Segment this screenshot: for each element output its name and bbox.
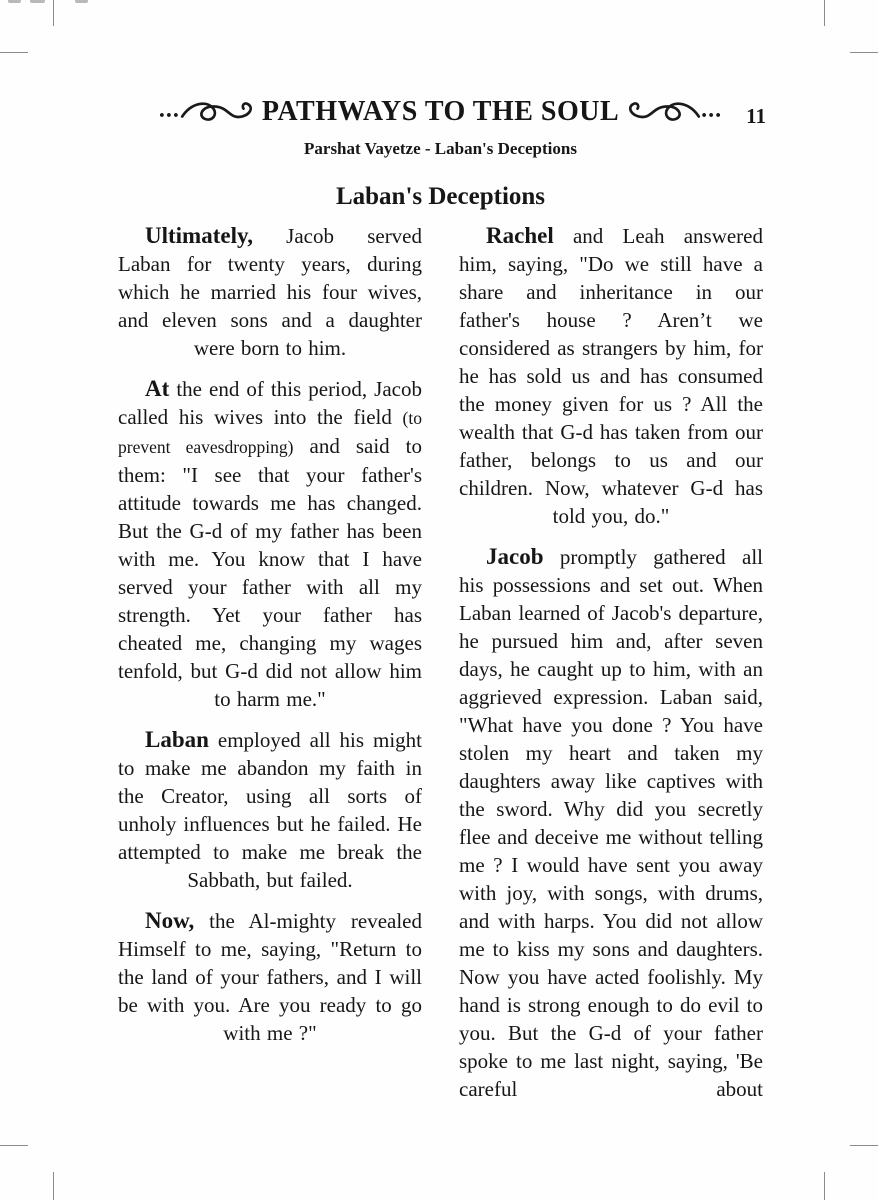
scan-smudge — [8, 0, 21, 3]
chapter-subtitle: Parshat Vayetze - Laban's Deceptions — [304, 139, 577, 158]
paragraph-lead-word: Jacob — [486, 544, 544, 569]
paragraph-text: promptly gathered all his possessions and set out. When Laban learned of Jacob's departure, he pursued him and, after seven days, he caught up to him, with an aggrieved expression. Laban said, "What have you done ? You have stolen my heart and taken my daughters away like captives with the sword. Why did you secretly flee and deceive me without telling me ? I would have sent you away with joy, with songs, with drums, and with harps. You did not allow me to kiss my sons and daughters. Now you have acted foolishly. My hand is strong enough to do evil to you. But the G-d of your father spoke to me last night, saying, 'Be careful about — [459, 545, 763, 1101]
paragraph-text: the end of this period, Jacob called his wives into the field — [118, 377, 422, 429]
crop-mark-top-left-horizontal — [0, 52, 28, 53]
book-title: PATHWAYS TO THE SOUL — [261, 96, 620, 127]
crop-mark-bottom-left-vertical — [53, 1172, 54, 1200]
right-column — [459, 222, 763, 1116]
paragraph-text: the Al-mighty revealed Himself to me, saying, "Return to the land of your fathers, and I will be with you. Are you ready to go with me ?" — [118, 909, 423, 1045]
parenthetical-note: (to prevent eavesdropping) — [118, 408, 422, 457]
paragraph — [118, 222, 422, 362]
scan-smudge — [30, 0, 45, 3]
paragraph-text: and said to them: "I see that your father's attitude towards me has changed. But the G-d of my father has been with me. You know that I have served your father with all my strength. Yet your father has cheated me, changing my wages tenfold, but G-d did not allow him to harm me." — [118, 434, 423, 711]
paragraph — [118, 726, 422, 894]
paragraph-text: and Leah answered him, saying, "Do we still have a share and inheritance in our father's house ? Aren’t we considered as strangers by him, for he has sold us and has consumed the money given for us ? All the wealth that G-d has taken from our father, belongs to us and our children. Now, whatever G-d has told you, do." — [459, 224, 763, 528]
ornament-dots: ... — [158, 97, 180, 123]
paragraph-lead-word: Rachel — [486, 223, 554, 248]
section-title: Laban's Deceptions — [335, 183, 546, 210]
paragraph — [118, 907, 422, 1047]
paragraph-text: Jacob served Laban for twenty years, during which he married his four wives, and eleven sons and a daughter were born to him. — [118, 224, 423, 360]
paragraph-lead-word: At — [145, 376, 170, 401]
paragraph-lead-word: Ultimately, — [145, 223, 253, 248]
crop-mark-top-left-vertical — [53, 0, 54, 26]
left-column — [118, 222, 422, 1116]
scan-smudge — [75, 0, 88, 3]
paragraph-lead-word: Laban — [145, 727, 209, 752]
text-columns — [118, 222, 764, 1116]
scroll-flourish-icon — [159, 97, 258, 127]
paragraph — [118, 375, 422, 713]
paragraph-lead-word: Now, — [145, 908, 195, 933]
paragraph-text: employed all his might to make me abandon my faith in the Creator, using all sorts of unholy influences but he failed. He attempted to make me break the Sabbath, but failed. — [118, 728, 422, 892]
crop-mark-bottom-right-vertical — [824, 1172, 825, 1200]
crop-mark-top-right-horizontal — [850, 52, 878, 53]
paragraph — [459, 222, 763, 530]
ornament-dots: ... — [701, 97, 723, 123]
paragraph — [459, 543, 763, 1103]
page-number: 11 — [746, 104, 766, 128]
crop-mark-top-right-vertical — [824, 0, 825, 26]
crop-mark-bottom-right-horizontal — [850, 1145, 878, 1146]
page-header — [118, 96, 763, 128]
scroll-flourish-icon — [623, 97, 722, 127]
crop-mark-bottom-left-horizontal — [0, 1145, 28, 1146]
